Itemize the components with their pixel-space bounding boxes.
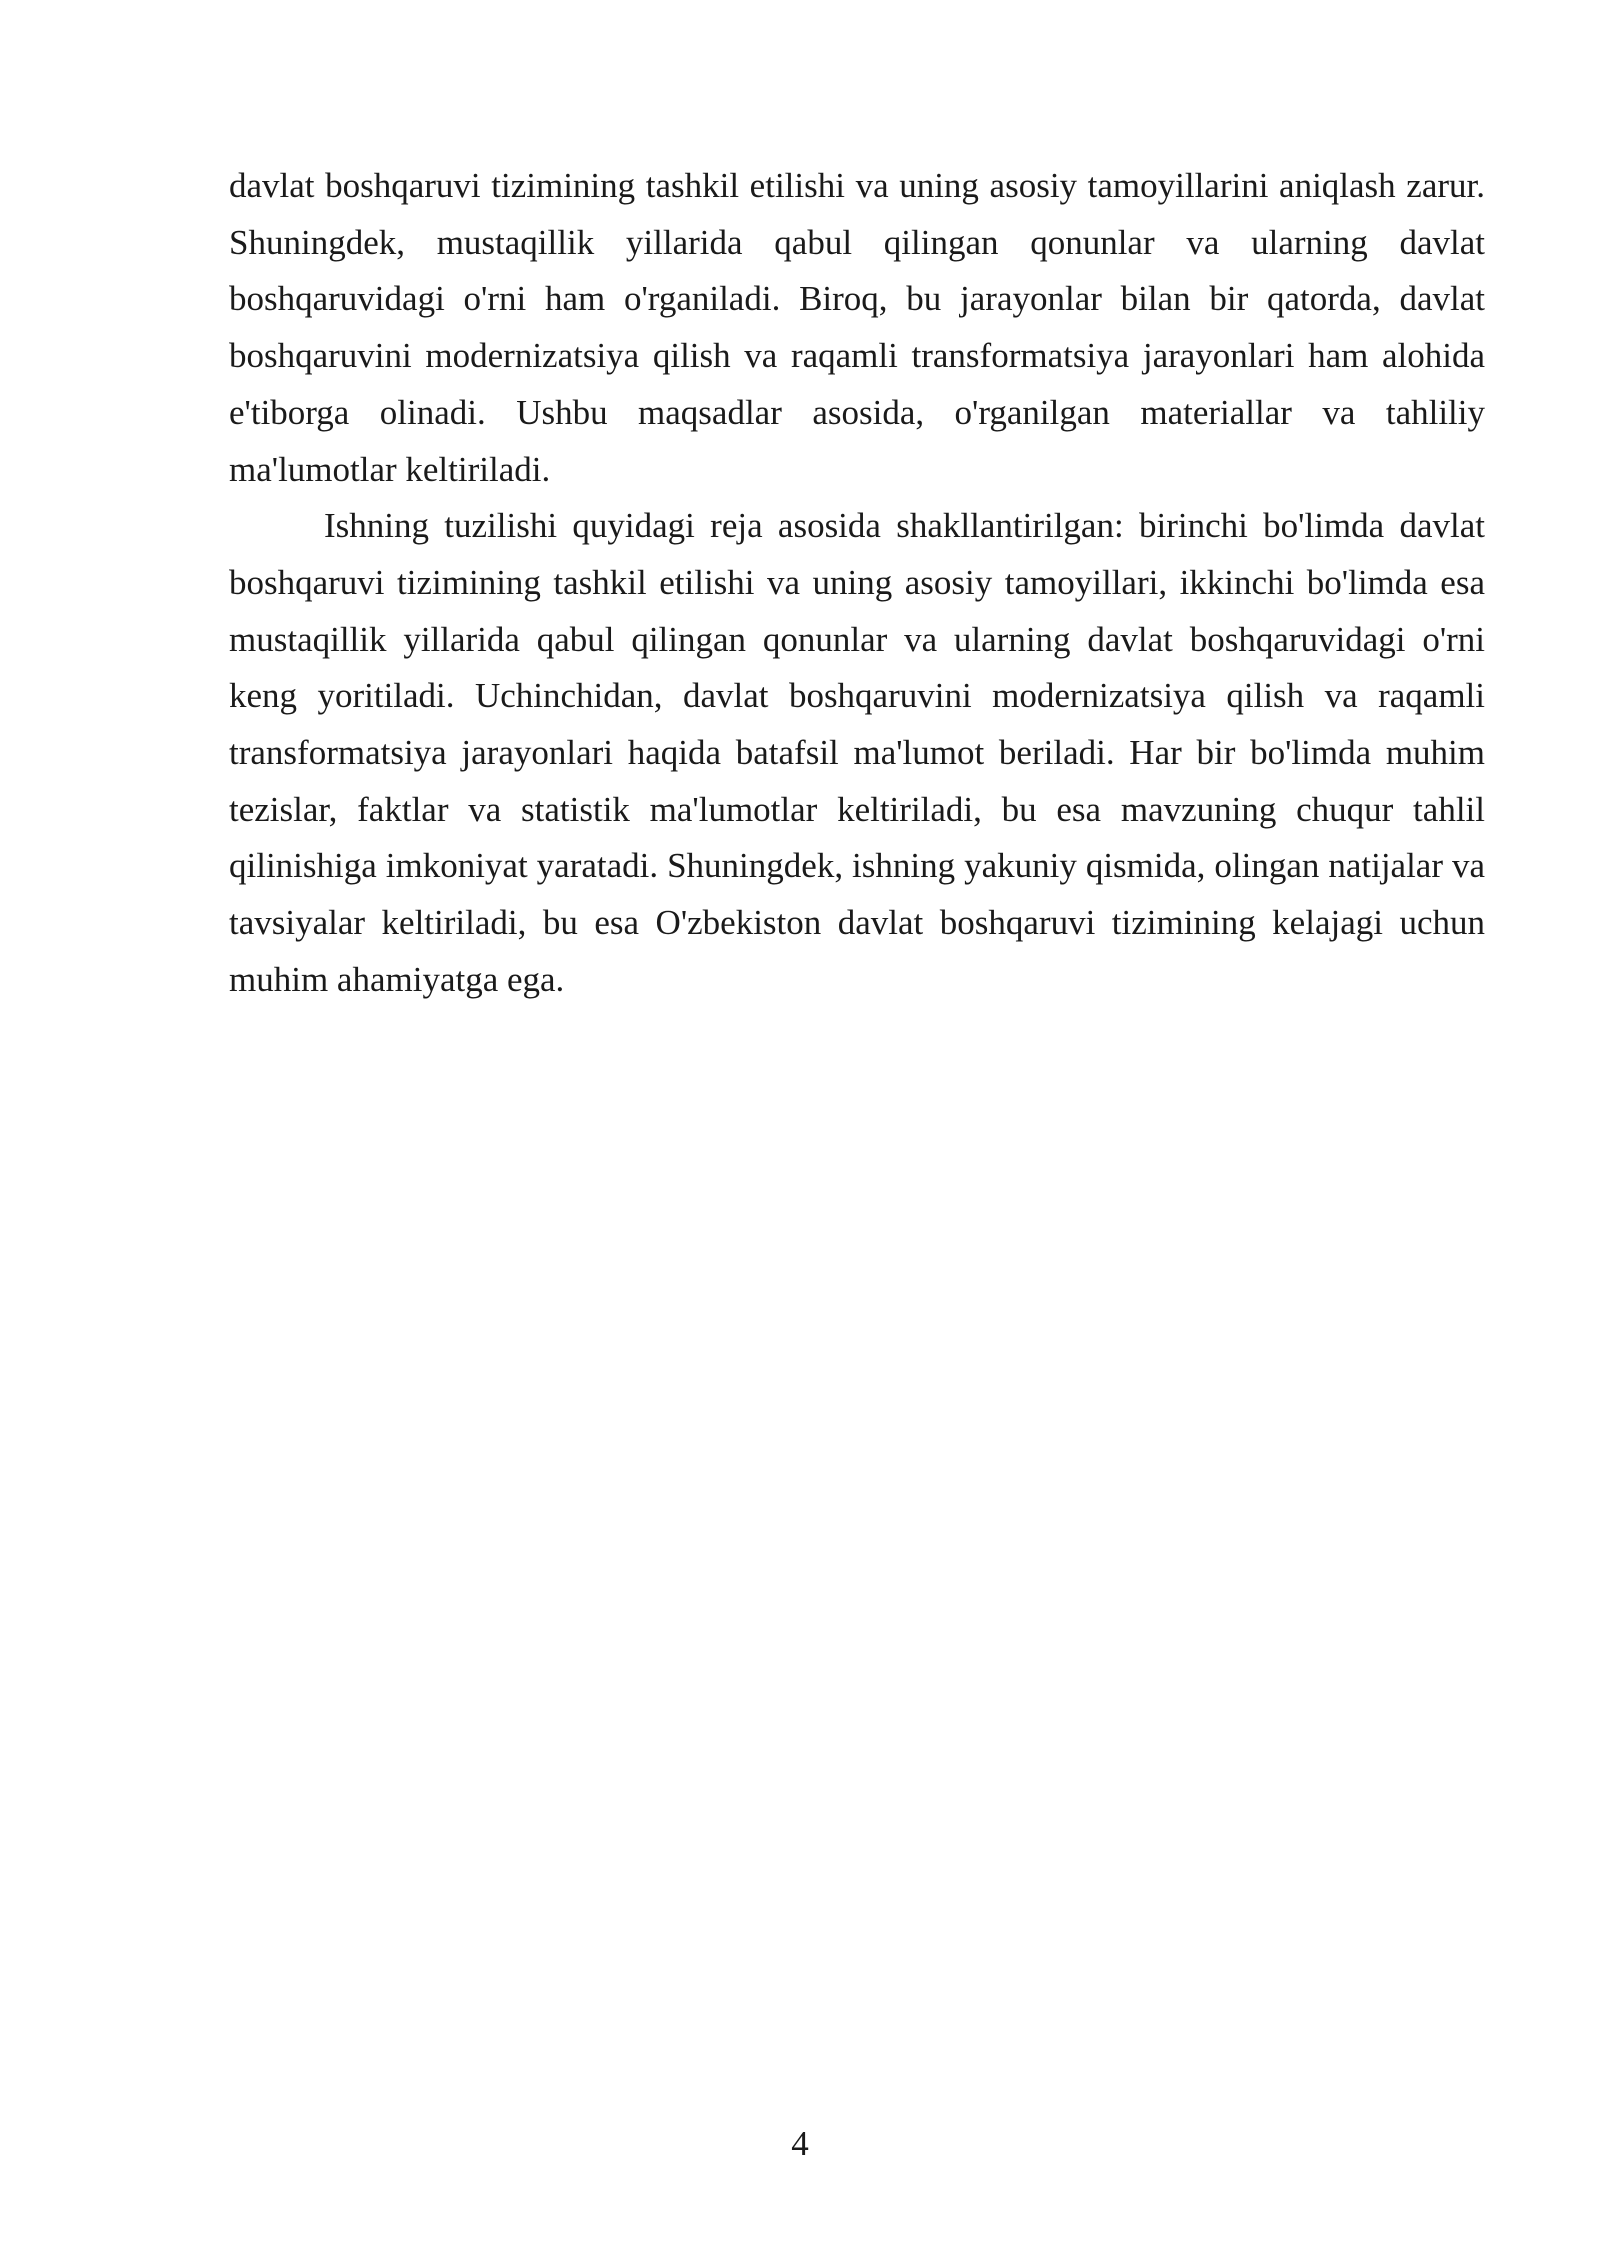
paragraph-continuation: davlat boshqaruvi tizimining tashkil etilishi va uning asosiy tamoyillarini aniqlash zarur. Shuningdek, mustaqillik yillarida qabul qilingan qonunlar va ularning davlat boshqaruvidagi o'rni ham o'rganiladi. Biroq, bu jarayonlar bilan bir qatorda, davlat boshqaruvini modernizatsiya qilish va raqamli transformatsiya jarayonlari ham alohida e'tiborga olinadi. Ushbu maqsadlar asosida, o'rganilgan materiallar va tahliliy ma'lumotlar keltiriladi. (229, 166, 1485, 489)
paragraph-structure: Ishning tuzilishi quyidagi reja asosida shakllantirilgan: birinchi bo'limda davlat boshqaruvi tizimining tashkil etilishi va uning asosiy tamoyillari, ikkinchi bo'limda esa mustaqillik yillarida qabul qilingan qonunlar va ularning davlat boshqaruvidagi o'rni keng yoritiladi. Uchinchidan, davlat boshqaruvini modernizatsiya qilish va raqamli transformatsiya jarayonlari haqida batafsil ma'lumot beriladi. Har bir bo'limda muhim tezislar, faktlar va statistik ma'lumotlar keltiriladi, bu esa mavzuning chuqur tahlil qilinishiga imkoniyat yaratadi. Shuningdek, ishning yakuniy qismida, olingan natijalar va tavsiyalar keltiriladi, bu esa O'zbekiston davlat boshqaruvi tizimining kelajagi uchun muhim ahamiyatga ega. (229, 506, 1485, 999)
body-text (229, 158, 1485, 1009)
page-number: 4 (791, 2124, 809, 2163)
